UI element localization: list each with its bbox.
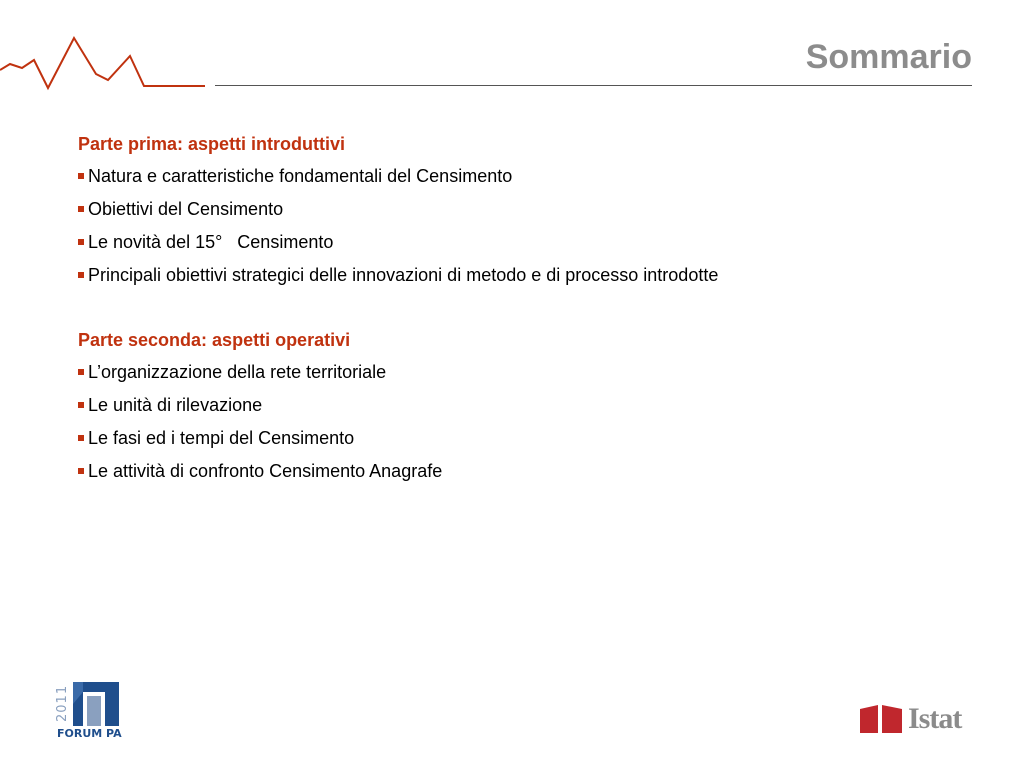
square-bullet-icon bbox=[78, 272, 84, 278]
square-bullet-icon bbox=[78, 369, 84, 375]
list-item bbox=[78, 391, 978, 424]
square-bullet-icon bbox=[78, 173, 84, 179]
list-item-text: Le novità del 15° Censimento bbox=[88, 232, 334, 252]
istat-name: Istat bbox=[908, 702, 962, 735]
square-bullet-icon bbox=[78, 402, 84, 408]
slide-title: Sommario bbox=[805, 38, 972, 76]
list-item bbox=[78, 358, 978, 391]
list-item bbox=[78, 162, 978, 195]
square-bullet-icon bbox=[78, 435, 84, 441]
section-part-one bbox=[78, 130, 978, 294]
list-item-text: Le attività di confronto Censimento Anagrafe bbox=[88, 461, 443, 481]
list-item-text: L’organizzazione della rete territoriale bbox=[88, 362, 387, 382]
forum-pa-name: FORUM PA bbox=[57, 727, 122, 740]
list-item-text: Principali obiettivi strategici delle innovazioni di metodo e di processo introdotte bbox=[88, 265, 719, 285]
list-item-text: Obiettivi del Censimento bbox=[88, 199, 284, 219]
istat-mark-icon bbox=[858, 703, 904, 735]
list-item bbox=[78, 195, 978, 228]
bullet-list bbox=[78, 358, 978, 490]
header-zigzag-line bbox=[0, 30, 215, 100]
forum-year-label: 2011 bbox=[55, 684, 70, 722]
square-bullet-icon bbox=[78, 239, 84, 245]
forum-pa-mark-icon bbox=[73, 682, 119, 726]
section-heading: Parte prima: aspetti introduttivi bbox=[78, 134, 346, 154]
section-part-two bbox=[78, 326, 978, 490]
list-item bbox=[78, 228, 978, 261]
list-item-text: Le fasi ed i tempi del Censimento bbox=[88, 428, 355, 448]
content-area bbox=[78, 130, 978, 490]
list-item bbox=[78, 424, 978, 457]
bullet-list bbox=[78, 162, 978, 294]
section-spacer bbox=[78, 294, 978, 326]
square-bullet-icon bbox=[78, 468, 84, 474]
list-item bbox=[78, 261, 978, 294]
istat-logo bbox=[858, 700, 968, 738]
list-item-text: Natura e caratteristiche fondamentali del Censimento bbox=[88, 166, 513, 186]
section-heading: Parte seconda: aspetti operativi bbox=[78, 330, 351, 350]
square-bullet-icon bbox=[78, 206, 84, 212]
list-item-text: Le unità di rilevazione bbox=[88, 395, 263, 415]
list-item bbox=[78, 457, 978, 490]
header-rule bbox=[215, 85, 972, 86]
forum-pa-logo bbox=[55, 678, 123, 740]
